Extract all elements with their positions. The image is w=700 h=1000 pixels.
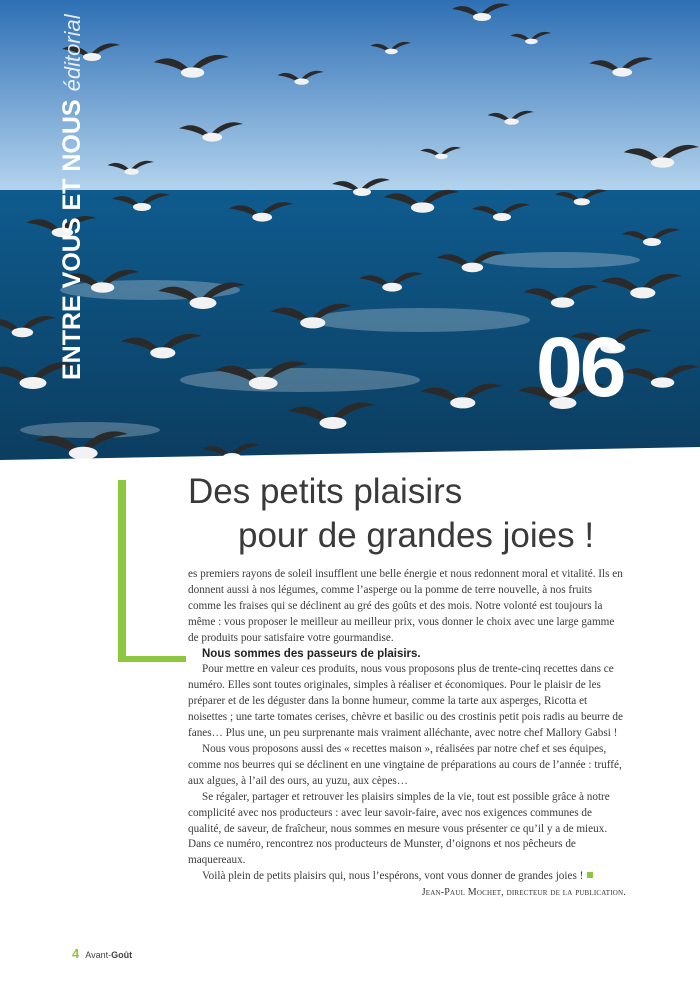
brand-name-part1: Avant-: [85, 950, 112, 960]
article-body: [188, 567, 626, 901]
signature: Jean-Paul Mochet, directeur de la publication.: [421, 887, 626, 899]
section-title: ENTRE VOUS ET NOUS: [58, 99, 86, 380]
section-vertical-title: [58, 14, 87, 380]
brand-name-part2: Goût: [111, 950, 133, 960]
drop-cap-l-vertical: [118, 480, 126, 662]
headline: [188, 470, 648, 558]
paragraph-5-wrapper: [188, 869, 626, 885]
paragraph-4: Se régaler, partager et retrouver les plaisirs simples de la vie, tout est possible grâce à notre complicité avec nos producteurs : avec leur savoir-faire, avec nos exigences communes de qualité, de saveur, de fraîcheur, nous sommes en mesure vous présenter ce qu’il y a de mieux. Dans ce numéro, rencontrez nos producteurs de Munster, d’oignons et nos pêcheurs de maquereaux.: [188, 790, 610, 867]
paragraph-5: Voilà plein de petits plaisirs qui, nous l’espérons, vont vous donner de grandes joies !: [202, 870, 584, 883]
drop-cap-l-horizontal: [118, 656, 186, 662]
page-number: 4: [72, 946, 80, 961]
page-footer: [72, 946, 132, 961]
paragraph-1: es premiers rayons de soleil insufflent une belle énergie et nous redonnent moral et vitalité. Ils en donnent aussi à nos légumes, comme l’asperge ou la pomme de terre nouvelle, à nos fruits comme les fraises qui se déclinent au gré des goûts et des mois. Notre volonté est toujours la même : vous proposer le meilleur au meilleur prix, vous donner le choix avec une large gamme de produits pour satisfaire votre gourmandise.: [188, 568, 623, 644]
issue-number: 06: [536, 320, 624, 414]
end-mark-icon: [587, 872, 593, 878]
paragraph-2: Pour mettre en valeur ces produits, nous vous proposons plus de trente-cinq recettes dans ce numéro. Elles sont toutes originales, simples à réaliser et économiques. Pour le plaisir de les préparer et de les déguster dans la bonne humeur, comme la tarte aux asperges, Ricotta et noisettes ; une tarte tomates cerises, chèvre et basilic ou des crostinis petit pois radis au beurre de fanes… Plus une, un peu surprenante mais vraiment alléchante, avec notre chef Mallory Gabsi !: [188, 663, 623, 740]
headline-line-2: pour de grandes joies !: [238, 516, 595, 555]
headline-line-1: Des petits plaisirs: [188, 472, 463, 511]
section-subtitle: éditorial: [60, 14, 85, 92]
paragraph-3: Nous vous proposons aussi des « recettes maison », réalisées par notre chef et ses équipes, comme nos beurres qui se déclinent en une vingtaine de préparations au cours de l’année : truffé, aux algues, à l’ail des ours, au yuzu, aux cèpes…: [188, 742, 622, 787]
subheading: Nous sommes des passeurs de plaisirs.: [202, 647, 421, 660]
